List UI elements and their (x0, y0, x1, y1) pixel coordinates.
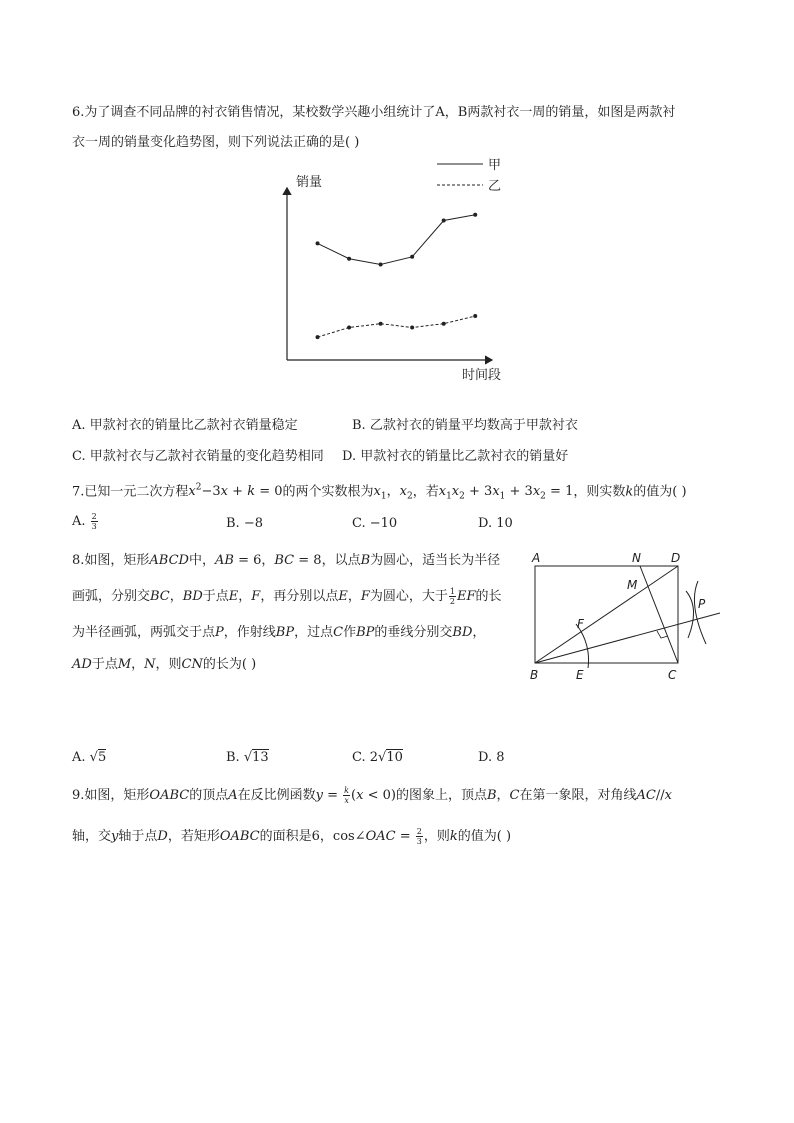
q7-roots: $x_1$，$x_2$ (373, 484, 413, 502)
q6-option-a[interactable]: A. 甲款衬衣的销量比乙款衬衣销量稳定 (72, 418, 298, 433)
svg-text:M: M (627, 578, 638, 592)
legend-dashed-label: 乙 (488, 179, 502, 194)
svg-text:F: F (577, 617, 584, 631)
q9-function: y = $\frac{k}{x}$ (x < 0) (315, 786, 396, 805)
series-1-point-6 (473, 213, 477, 217)
svg-text:P: P (698, 597, 706, 611)
series-1-point-2 (347, 257, 351, 261)
q8-stem-line4: AD于点M，N，则CN的长为( ) (72, 657, 257, 672)
q6-line-chart (270, 150, 520, 390)
svg-text:E: E (576, 668, 584, 682)
diagonal-bd (535, 566, 678, 663)
chart-series (316, 213, 478, 339)
q6-option-b[interactable]: B. 乙款衬衣的销量平均数高于甲款衬衣 (352, 418, 578, 433)
series-1-point-5 (442, 218, 446, 222)
q7-equation: $x^2-3x + k = 0$ (188, 483, 283, 500)
q7-option-d[interactable]: D. 10 (478, 516, 513, 531)
series-1-point-3 (379, 262, 383, 266)
series-2-point-2 (347, 326, 351, 330)
series-2-point-3 (379, 322, 383, 326)
q9-cos: cos∠OAC = $\frac{2}{3}$ (332, 827, 422, 846)
svg-text:N: N (632, 551, 641, 565)
q8-option-c[interactable]: C. 2√10 (352, 750, 403, 765)
series-2-point-4 (410, 326, 414, 330)
line-cn (640, 566, 678, 663)
svg-text:B: B (530, 668, 539, 682)
q8-stem-line3: 为半径画弧，两弧交于点P，作射线BP，过点C作BP的垂线分别交BD， (72, 625, 486, 640)
q7-option-c[interactable]: C. −10 (352, 516, 398, 531)
ray-bp (535, 613, 720, 663)
svg-text:C: C (668, 668, 677, 682)
x-axis-label: 时间段 (462, 368, 502, 383)
series-line-2 (318, 316, 476, 337)
svg-text:A: A (532, 551, 541, 565)
q9-stem-line1: 9.如图，矩形OABC的顶点A在反比例函数y = $\frac{k}{x}$ (x < 0)的图象上，顶点B，C在第一象限，对角线AC//x (72, 786, 672, 805)
arc-at-p-1 (686, 591, 694, 638)
legend-solid-label: 甲 (488, 158, 502, 173)
q8-geometry-figure (528, 546, 728, 686)
q7-condition: $x_1x_2 + 3x_1 + 3x_2 = 1$ (438, 484, 574, 502)
q8-option-b[interactable]: B. √13 (226, 750, 269, 765)
q7-option-b[interactable]: B. −8 (226, 516, 263, 531)
q6-stem-line2: 衣一周的销量变化趋势图，则下列说法正确的是( ) (72, 135, 360, 150)
q7-option-a-fraction: $\frac{2}{3}$ (91, 512, 97, 531)
series-1-point-1 (316, 241, 320, 245)
q7-option-a[interactable]: A. $\frac{2}{3}$ (72, 512, 97, 531)
q9-stem-line2: 轴，交y轴于点D，若矩形OABC的面积是6，cos∠OAC = $\frac{2}{3}$ ，则k的值为( ) (72, 827, 512, 846)
q7-k: k (625, 484, 634, 500)
arc-at-p-2 (694, 581, 706, 644)
series-line-1 (318, 215, 476, 265)
y-axis-label: 销量 (296, 175, 323, 190)
series-2-point-1 (316, 335, 320, 339)
q8-stem-line1: 8.如图，矩形ABCD中，AB = 6，BC = 8，以点B为圆心，适当长为半径 (72, 553, 501, 568)
series-2-point-6 (473, 314, 477, 318)
q6-option-d[interactable]: D. 甲款衬衣的销量比乙款衬衣的销量好 (342, 449, 569, 464)
series-2-point-5 (442, 322, 446, 326)
q8-option-d[interactable]: D. 8 (478, 750, 505, 765)
svg-text:D: D (671, 551, 681, 565)
q7-stem: 7.已知一元二次方程$x^2-3x + k = 0$的两个实数根为$x_1$，$x_2$，若$x_1x_2 + 3x_1 + 3x_2 = 1$，则实数k的值为( ) (72, 483, 687, 502)
q6-stem-line1: 6.为了调查不同品牌的衬衣销售情况，某校数学兴趣小组统计了A，B两款衬衣一周的销量，如图是两款衬 (72, 105, 676, 120)
series-1-point-4 (410, 255, 414, 259)
q8-option-a[interactable]: A. √5 (72, 750, 107, 765)
q6-option-c[interactable]: C. 甲款衬衣与乙款衬衣销量的变化趋势相同 (72, 449, 324, 464)
q8-stem-line2: 画弧，分别交BC，BD于点E，F，再分别以点E，F为圆心，大于 $\frac{1}{2}$ EF的长 (72, 587, 502, 606)
